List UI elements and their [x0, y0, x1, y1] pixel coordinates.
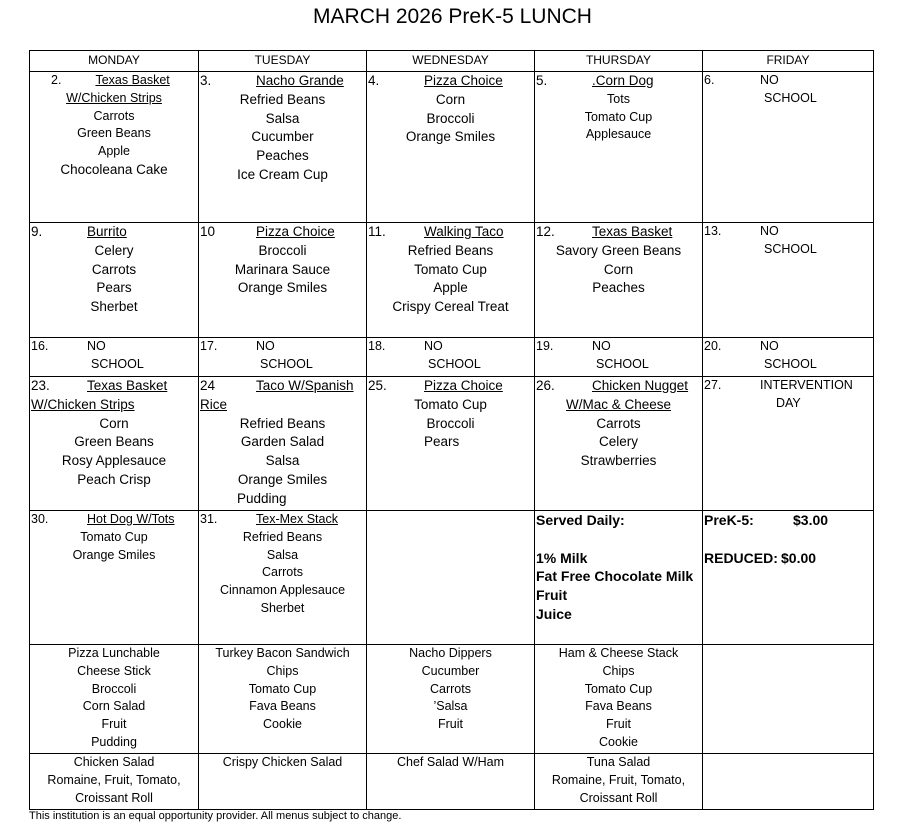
empty-cell [703, 645, 874, 754]
menu-item: Marinara Sauce [234, 261, 331, 277]
day-number: 18. [368, 339, 386, 353]
day-number: 16. [31, 339, 49, 353]
day-cell [367, 377, 535, 511]
entree: .Corn Dog [592, 73, 654, 88]
menu-item: Refried Beans [239, 415, 326, 431]
menu-item: Pudding [237, 490, 287, 506]
day-header: THURSDAY [535, 51, 703, 72]
day-cell [703, 223, 874, 338]
menu-item: Corn [99, 415, 129, 431]
day-header: MONDAY [30, 51, 199, 72]
menu-item: Peaches [592, 280, 645, 296]
day-cell [703, 377, 874, 511]
day-cell [199, 511, 367, 645]
no-school-label: NO [760, 224, 779, 238]
menu-item: Tots [607, 91, 630, 106]
menu-item: Crispy Cereal Treat [392, 299, 509, 315]
no-school-label: SCHOOL [764, 90, 817, 105]
no-school-label: NO [87, 339, 106, 353]
menu-item: Carrots [91, 261, 137, 277]
entree: Pizza Choice [256, 224, 335, 239]
entree: Taco W/Spanish [256, 378, 354, 393]
day-number: 4. [368, 73, 380, 88]
served-daily-heading: Served Daily: [536, 512, 625, 528]
menu-item: Broccoli [426, 415, 475, 431]
menu-item: Pudding [91, 734, 137, 749]
weekday-header-row [30, 51, 874, 72]
menu-item: Pears [96, 280, 132, 296]
day-cell [367, 72, 535, 223]
lunch-calendar [29, 50, 874, 810]
intervention-label: INTERVENTION [760, 378, 853, 392]
menu-item: Apple [98, 144, 130, 159]
menu-item: Corn [435, 91, 466, 107]
entree: Pizza Choice [424, 378, 503, 393]
prices-cell [703, 511, 874, 645]
menu-item: Broccoli [258, 242, 307, 258]
menu-item: Refried Beans [407, 242, 494, 258]
day-cell [30, 511, 199, 645]
entree: Texas Basket [87, 378, 168, 393]
day-cell [535, 72, 703, 223]
day-header: TUESDAY [199, 51, 367, 72]
no-school-label: SCHOOL [91, 356, 144, 371]
menu-item: Fava Beans [585, 699, 652, 714]
no-school-label: NO [592, 339, 611, 353]
menu-item: Orange Smiles [405, 129, 496, 145]
menu-item: Tomato Cup [80, 529, 148, 544]
served-item: Fat Free Chocolate Milk [536, 568, 694, 585]
menu-item: Cucumber [421, 663, 480, 678]
day-cell [199, 223, 367, 338]
day-number: 2. [51, 73, 62, 87]
day-cell [367, 338, 535, 377]
served-daily-cell [535, 511, 703, 645]
alternate-cell [199, 754, 367, 810]
menu-item: Broccoli [426, 110, 475, 126]
menu-item: Nacho Dippers [409, 646, 492, 660]
menu-item: Apple [433, 280, 468, 296]
day-cell [199, 338, 367, 377]
menu-item: Peach Crisp [77, 471, 151, 487]
menu-item: Carrots [93, 108, 135, 123]
empty-cell [367, 511, 535, 645]
menu-item: Salsa [265, 110, 300, 126]
day-cell [535, 377, 703, 511]
menu-item: Carrots [262, 565, 303, 580]
day-cell [535, 223, 703, 338]
menu-item: ’Salsa [433, 699, 468, 714]
day-number: 13. [704, 224, 722, 238]
alternate-cell [535, 754, 703, 810]
menu-item: Orange Smiles [237, 280, 328, 296]
menu-item: Tomato Cup [414, 396, 487, 412]
menu-item: Chips [266, 663, 299, 678]
menu-item: Tomato Cup [414, 261, 487, 277]
day-header: FRIDAY [703, 51, 874, 72]
menu-item: Orange Smiles [72, 547, 156, 562]
entree: W/Chicken Strips [31, 396, 135, 412]
day-number: 9. [31, 224, 43, 239]
day-number: 3. [200, 73, 212, 88]
menu-item: Sherbet [260, 600, 305, 615]
day-number: 26. [536, 378, 555, 393]
menu-item: Tomato Cup [584, 109, 653, 124]
no-school-label: NO [760, 339, 779, 353]
alternate-cell [30, 645, 199, 754]
menu-item: Green Beans [74, 434, 154, 450]
menu-item: Carrots [430, 681, 471, 696]
alternate-row [30, 645, 874, 754]
menu-item: Celery [598, 434, 638, 450]
entree: Nacho Grande [256, 73, 344, 88]
alternate-cell [199, 645, 367, 754]
price-label: REDUCED: [704, 549, 778, 566]
menu-item: Carrots [596, 415, 641, 431]
menu-item: Ice Cream Cup [237, 166, 328, 182]
menu-item: Tomato Cup [248, 681, 317, 696]
no-school-label: SCHOOL [596, 356, 649, 371]
entree: Tex-Mex Stack [256, 512, 338, 526]
menu-item: Refried Beans [239, 91, 326, 107]
intervention-label: DAY [776, 395, 801, 410]
menu-item: Turkey Bacon Sandwich [215, 646, 350, 660]
price-label: PreK-5: [704, 512, 754, 528]
alternate-cell [535, 645, 703, 754]
menu-item: Fruit [438, 717, 463, 732]
entree: Hot Dog W/Tots [87, 512, 175, 526]
no-school-label: NO [256, 339, 275, 353]
day-cell [199, 72, 367, 223]
day-number: 5. [536, 73, 548, 88]
menu-item: Chef Salad W/Ham [397, 755, 504, 769]
menu-item: Corn Salad [82, 699, 146, 714]
day-number: 11. [368, 224, 386, 239]
menu-item: Chicken Salad [73, 755, 155, 769]
day-number: 17. [200, 339, 218, 353]
entree: W/Chicken Strips [66, 90, 162, 105]
entree: Walking Taco [424, 224, 504, 239]
menu-item: Corn [603, 261, 634, 277]
menu-item: Cookie [599, 734, 638, 749]
alternate-cell [367, 645, 535, 754]
menu-item: Fruit [101, 717, 127, 732]
day-number: 6. [704, 73, 715, 87]
menu-item: Applesauce [585, 127, 652, 142]
menu-item: Refried Beans [242, 529, 323, 544]
menu-item: Romaine, Fruit, Tomato, [47, 772, 181, 787]
menu-item: Garden Salad [240, 434, 325, 450]
menu-item: Rosy Applesauce [61, 453, 167, 469]
empty-cell [703, 754, 874, 810]
menu-item: Romaine, Fruit, Tomato, [551, 772, 686, 787]
menu-item: Cheese Stick [77, 663, 151, 678]
menu-item: Croissant Roll [75, 790, 153, 805]
no-school-label: NO [760, 73, 779, 87]
menu-item: Pears [424, 434, 460, 450]
day-number: 20. [704, 339, 722, 353]
menu-item: Broccoli [91, 681, 137, 696]
entree: Texas Basket [95, 73, 170, 87]
no-school-label: NO [424, 339, 443, 353]
menu-item: Croissant Roll [579, 790, 658, 805]
alternate-cell [30, 754, 199, 810]
day-number: 24 [200, 378, 216, 393]
day-cell [30, 223, 199, 338]
no-school-label: SCHOOL [764, 356, 817, 371]
menu-item: Tomato Cup [584, 681, 653, 696]
served-item: 1% Milk [536, 549, 588, 566]
day-cell [30, 72, 199, 223]
alternate-row [30, 754, 874, 810]
no-school-label: SCHOOL [428, 356, 481, 371]
price-value: $0.00 [781, 549, 817, 566]
week-row [30, 377, 874, 511]
alternate-cell [367, 754, 535, 810]
menu-item: Crispy Chicken Salad [222, 755, 343, 769]
menu-item: Green Beans [77, 126, 151, 141]
week-row [30, 338, 874, 377]
day-number: 10 [200, 224, 216, 239]
day-number: 30. [31, 512, 49, 526]
day-cell [30, 377, 199, 511]
day-cell [703, 338, 874, 377]
no-school-label: SCHOOL [260, 356, 313, 371]
day-header: WEDNESDAY [367, 51, 535, 72]
menu-item: Orange Smiles [237, 471, 328, 487]
menu-item: Chocoleana Cake [60, 161, 168, 177]
menu-item: Cookie [263, 717, 302, 732]
week-row [30, 511, 874, 645]
day-cell [367, 223, 535, 338]
entree: W/Mac & Cheese [565, 396, 672, 412]
menu-item: Cucumber [251, 129, 314, 145]
week-row [30, 223, 874, 338]
day-number: 12. [536, 224, 555, 239]
price-value: $3.00 [793, 512, 829, 528]
entree: Chicken Nugget [592, 378, 689, 393]
entree: Rice [200, 396, 228, 412]
entree: Burrito [87, 224, 127, 239]
served-item: Fruit [536, 587, 568, 604]
menu-item: Strawberries [580, 453, 657, 469]
day-number: 27. [704, 378, 722, 392]
day-cell [199, 377, 367, 511]
menu-item: Fruit [606, 717, 631, 732]
menu-item: Fava Beans [249, 699, 316, 714]
served-item: Juice [536, 605, 572, 622]
no-school-label: SCHOOL [764, 241, 817, 256]
day-cell [30, 338, 199, 377]
menu-item: Chips [602, 663, 635, 678]
menu-item: Ham & Cheese Stack [558, 646, 679, 660]
menu-item: Salsa [265, 453, 300, 469]
menu-item: Celery [94, 242, 134, 258]
day-number: 25. [368, 378, 387, 393]
menu-item: Cinnamon Applesauce [219, 583, 346, 598]
day-number: 31. [200, 512, 218, 526]
menu-item: Pizza Lunchable [68, 646, 160, 660]
menu-item: Salsa [266, 547, 299, 562]
day-cell [703, 72, 874, 223]
week-row [30, 72, 874, 223]
day-cell [535, 338, 703, 377]
day-number: 19. [536, 339, 554, 353]
day-number: 23. [31, 378, 50, 393]
footer-note: This institution is an equal opportunity provider. All menus subject to change. [29, 810, 402, 822]
menu-item: Savory Green Beans [555, 242, 682, 258]
entree: Pizza Choice [424, 73, 503, 88]
menu-item: Sherbet [90, 299, 138, 315]
entree: Texas Basket [592, 224, 673, 239]
menu-item: Peaches [256, 148, 309, 164]
page-title: MARCH 2026 PreK-5 LUNCH [313, 5, 592, 28]
menu-item: Tuna Salad [586, 755, 651, 769]
